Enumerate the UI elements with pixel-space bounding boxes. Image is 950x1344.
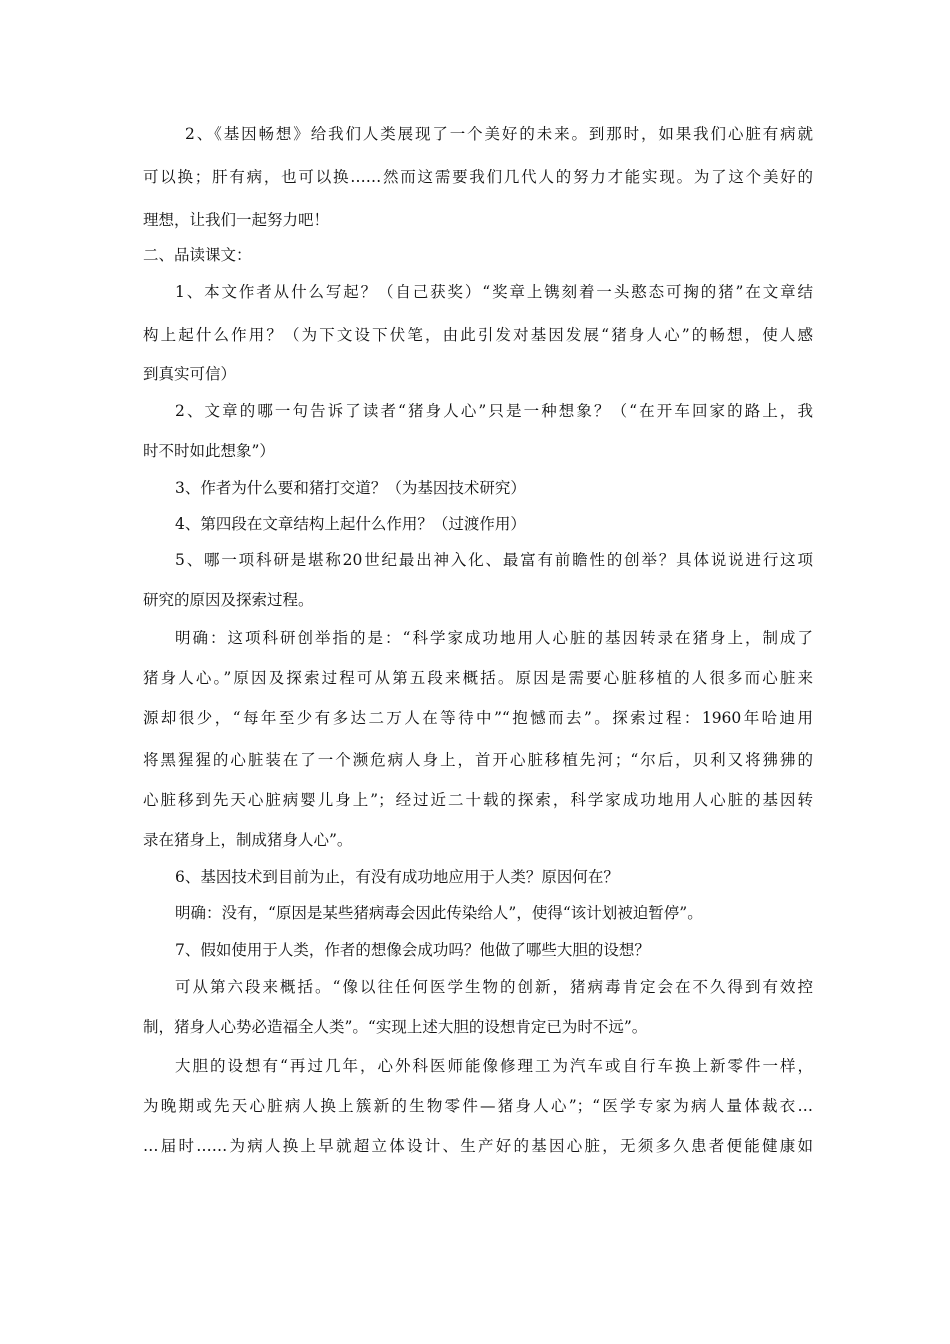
paragraph-line: 时不时如此想象”） [143, 442, 275, 460]
paragraph-line: 大胆的设想有“再过几年，心外科医师能像修理工为汽车或自行车换上新零件一样， [175, 1057, 813, 1075]
paragraph-line: 录在猪身上，制成猪身人心”。 [143, 831, 353, 849]
paragraph-line: 理想，让我们一起努力吧！ [143, 211, 330, 229]
paragraph-line: …届时……为病人换上早就超立体设计、生产好的基因心脏，无须多久患者便能健康如 [143, 1137, 813, 1155]
paragraph-line: 构上起什么作用？（为下文设下伏笔，由此引发对基因发展“猪身人心”的畅想，使人感 [143, 326, 813, 344]
paragraph-line: 明确：这项科研创举指的是：“科学家成功地用人心脏的基因转录在猪身上，制成了 [175, 629, 813, 647]
paragraph-line: 心脏移到先天心脏病婴儿身上”；经过近二十载的探索，科学家成功地用人心脏的基因转 [143, 791, 813, 809]
paragraph-line: 制，猪身人心势必造福全人类”。“实现上述大胆的设想肯定已为时不远”。 [143, 1018, 648, 1036]
paragraph-line: 将黑猩猩的心脏装在了一个濒危病人身上，首开心脏移植先河；“尔后，贝利又将狒狒的 [143, 751, 813, 769]
paragraph-line: 明确：没有，“原因是某些猪病毒会因此传染给人”，使得“该计划被迫暂停”。 [175, 904, 703, 922]
paragraph-line: 2、文章的哪一句告诉了读者“猪身人心”只是一种想象？（“在开车回家的路上，我 [175, 402, 813, 420]
paragraph-line: 1、本文作者从什么写起？（自己获奖）“奖章上镌刻着一头憨态可掬的猪”在文章结 [175, 283, 813, 301]
paragraph-line: 到真实可信） [143, 365, 237, 383]
paragraph-line: 2、《基因畅想》给我们人类展现了一个美好的未来。到那时，如果我们心脏有病就 [185, 125, 813, 143]
section-heading: 二、品读课文： [143, 246, 252, 264]
paragraph-line: 7、假如使用于人类，作者的想像会成功吗？他做了哪些大胆的设想？ [175, 941, 650, 959]
paragraph-line: 6、基因技术到目前为止，有没有成功地应用于人类？原因何在？ [175, 868, 619, 886]
paragraph-line: 4、第四段在文章结构上起什么作用？（过渡作用） [175, 515, 526, 533]
paragraph-line: 可以换；肝有病，也可以换……然而这需要我们几代人的努力才能实现。为了这个美好的 [143, 168, 813, 186]
paragraph-line: 5、哪一项科研是堪称20世纪最出神入化、最富有前瞻性的创举？具体说说进行这项 [175, 551, 813, 569]
paragraph-line: 3、作者为什么要和猪打交道？（为基因技术研究） [175, 479, 526, 497]
paragraph-line: 源却很少，“每年至少有多达二万人在等待中”“抱憾而去”。探索过程：1960年哈迪用 [143, 709, 813, 727]
paragraph-line: 可从第六段来概括。“像以往任何医学生物的创新，猪病毒肯定会在不久得到有效控 [175, 978, 813, 996]
paragraph-line: 研究的原因及探索过程。 [143, 591, 314, 609]
paragraph-line: 为晚期或先天心脏病人换上簇新的生物零件—猪身人心”；“医学专家为病人量体裁衣… [143, 1097, 813, 1115]
paragraph-line: 猪身人心。”原因及探索过程可从第五段来概括。原因是需要心脏移植的人很多而心脏来 [143, 669, 813, 687]
